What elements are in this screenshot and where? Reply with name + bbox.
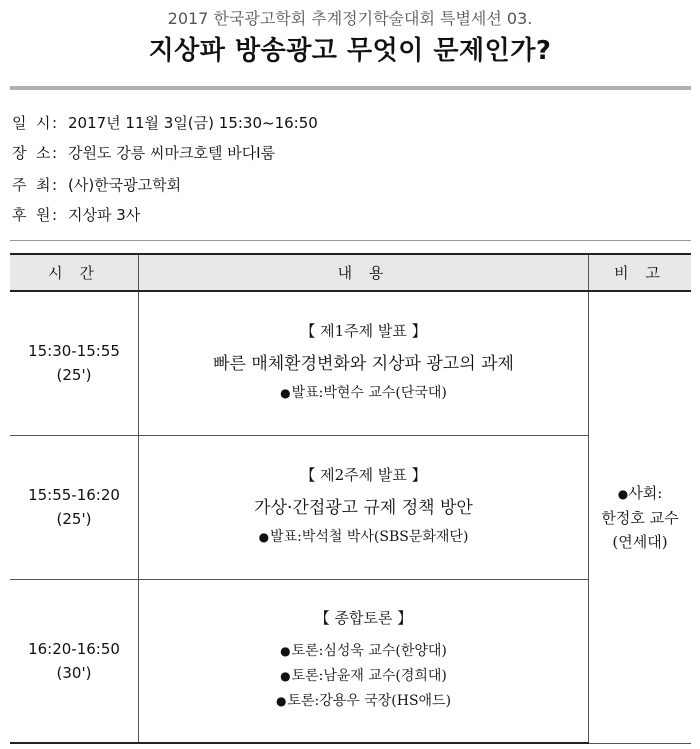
speaker-line: ●발표:박석철 박사(SBS문화재단): [258, 528, 469, 545]
info-value: (사)한국광고학회: [68, 176, 182, 194]
info-datetime: 일 시: 2017년 11월 3일(금) 15:30~16:50: [12, 114, 318, 132]
moderator-label: ●사회:: [617, 483, 663, 502]
moderator-name: 한정호 교수: [601, 508, 679, 527]
speaker-line: ●토론:남윤재 교수(경희대): [280, 667, 447, 684]
event-subtitle: 2017 한국광고학회 추계정기학술대회 특별세션 03.: [167, 9, 533, 28]
table-header-row: [10, 254, 691, 291]
time-range: 15:55-16:20: [28, 486, 120, 504]
content-cell: [139, 579, 589, 743]
header-content: 내 용: [139, 254, 589, 291]
info-divider: [10, 240, 691, 241]
info-value: 강원도 강릉 씨마크호텔 바다Ⅰ룸: [68, 144, 276, 162]
header-time: 시 간: [10, 254, 139, 291]
note-cell: [589, 291, 692, 743]
info-sponsor: 후 원: 지상파 3사: [12, 206, 141, 224]
time-cell: [10, 435, 139, 579]
info-label: 장 소: [12, 144, 51, 162]
bullet-icon: ●: [280, 385, 291, 400]
info-label: 주 최: [12, 176, 51, 194]
time-range: 15:30-15:55: [28, 342, 120, 361]
table-row: [10, 291, 691, 435]
bullet-icon: ●: [275, 693, 287, 708]
duration: (25'): [56, 510, 92, 528]
time-cell: [10, 579, 139, 743]
info-value: 지상파 3사: [68, 206, 141, 224]
header-note: 비 고: [589, 254, 692, 291]
info-label: 일 시: [12, 114, 51, 132]
bullet-icon: ●: [280, 643, 291, 658]
session-topic: 가상·간접광고 규제 정책 방안: [254, 497, 473, 518]
session-heading: 【 제2주제 발표 】: [300, 465, 427, 484]
bullet-icon: ●: [280, 668, 291, 683]
speaker-line: ●발표:박현수 교수(단국대): [280, 384, 447, 401]
info-venue: 장 소: 강원도 강릉 씨마크호텔 바다Ⅰ룸: [12, 144, 276, 162]
info-host: 주 최: (사)한국광고학회: [12, 176, 182, 194]
content-cell: [139, 291, 589, 435]
session-heading: 【 제1주제 발표 】: [300, 321, 427, 340]
duration: (30'): [56, 663, 92, 682]
title-divider: [10, 86, 691, 90]
time-cell: [10, 291, 139, 435]
duration: (25'): [56, 366, 92, 385]
session-heading: 【 종합토론 】: [314, 608, 413, 627]
moderator-affiliation: (연세대): [612, 532, 668, 551]
info-label: 후 원: [12, 206, 51, 224]
bullet-icon: ●: [617, 486, 629, 501]
time-range: 16:20-16:50: [28, 639, 120, 658]
session-topic: 빠른 매체환경변화와 지상파 광고의 과제: [213, 353, 514, 374]
speaker-line: ●토론:강용우 국장(HS애드): [275, 692, 452, 709]
bullet-icon: ●: [258, 529, 270, 544]
info-value: 2017년 11월 3일(금) 15:30~16:50: [68, 114, 318, 132]
page-title: 지상파 방송광고 무엇이 문제인가?: [148, 36, 552, 66]
speaker-line: ●토론:심성욱 교수(한양대): [280, 642, 447, 659]
schedule-table: [10, 253, 691, 744]
content-cell: [139, 435, 589, 579]
